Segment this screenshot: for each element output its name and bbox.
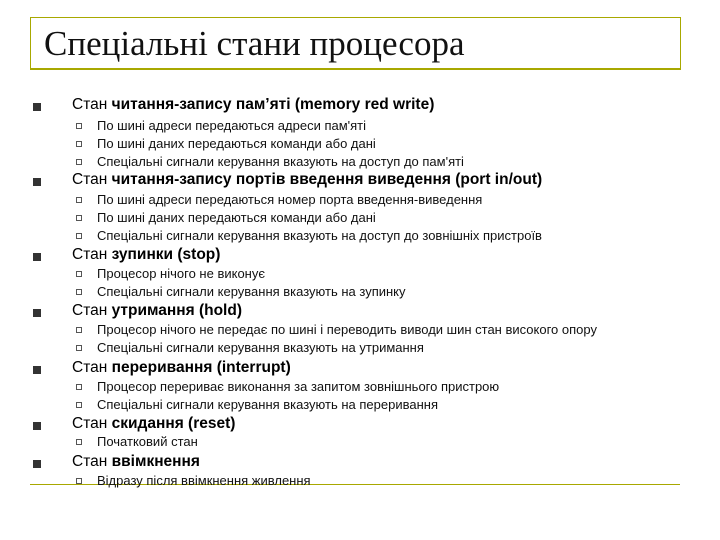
sub-item: Процесор нічого не виконує — [97, 266, 265, 281]
sub-item: Процесор перериває виконання за запитом зовнішнього пристрою — [97, 379, 500, 394]
sub-bullet-icon — [76, 215, 82, 221]
sub-item: Процесор нічого не передає по шині і переводить виводи шин стан високого опору — [97, 322, 597, 337]
sub-item: Спеціальні сигнали керування вказують на доступ до пам'яті — [97, 154, 464, 169]
state-prefix: Стан — [72, 246, 112, 263]
sub-bullet-icon — [76, 271, 82, 277]
state-prefix: Стан — [72, 302, 112, 319]
state-prefix: Стан — [72, 359, 112, 376]
state-item-7 — [72, 453, 200, 471]
sub-item: Спеціальні сигнали керування вказують на доступ до зовнішніх пристроїв — [97, 228, 542, 243]
sub-item: Спеціальні сигнали керування вказують на утримання — [97, 340, 424, 355]
sub-bullet-icon — [76, 327, 82, 333]
main-bullet-icon — [33, 309, 41, 317]
main-bullet-icon — [33, 422, 41, 430]
state-prefix: Стан — [72, 171, 112, 188]
state-item-4 — [72, 302, 242, 320]
state-prefix: Стан — [72, 415, 112, 432]
sub-bullet-icon — [76, 289, 82, 295]
state-name: ввімкнення — [111, 453, 200, 470]
sub-item: По шині адреси передаються номер порта введення-виведення — [97, 192, 483, 207]
state-name: читання-запису портів введення виведення (port in/out) — [111, 171, 543, 188]
state-name: переривання (interrupt) — [111, 359, 291, 376]
sub-item: Спеціальні сигнали керування вказують на зупинку — [97, 284, 406, 299]
sub-bullet-icon — [76, 402, 82, 408]
main-bullet-icon — [33, 253, 41, 261]
main-bullet-icon — [33, 460, 41, 468]
sub-item: Спеціальні сигнали керування вказують на переривання — [97, 397, 438, 412]
sub-bullet-icon — [76, 159, 82, 165]
main-bullet-icon — [33, 178, 41, 186]
state-item-5 — [72, 359, 291, 377]
sub-bullet-icon — [76, 384, 82, 390]
state-prefix: Стан — [72, 96, 112, 113]
sub-bullet-icon — [76, 197, 82, 203]
main-bullet-icon — [33, 103, 41, 111]
sub-bullet-icon — [76, 141, 82, 147]
main-bullet-icon — [33, 366, 41, 374]
state-name: читання-запису пам’яті (memory red write) — [111, 96, 435, 113]
sub-item: Відразу після ввімкнення живлення — [97, 473, 311, 488]
slide-title: Спеціальні стани процесора — [44, 24, 465, 63]
state-name: скидання (reset) — [111, 415, 236, 432]
sub-bullet-icon — [76, 345, 82, 351]
sub-bullet-icon — [76, 123, 82, 129]
state-item-2 — [72, 171, 542, 189]
sub-bullet-icon — [76, 233, 82, 239]
sub-item: По шині даних передаються команди або дані — [97, 210, 376, 225]
sub-item: По шині адреси передаються адреси пам'яті — [97, 118, 367, 133]
sub-bullet-icon — [76, 439, 82, 445]
state-item-6 — [72, 415, 235, 433]
state-item-3 — [72, 246, 220, 264]
state-prefix: Стан — [72, 453, 112, 470]
sub-item: Початковий стан — [97, 434, 198, 449]
sub-item: По шині даних передаються команди або дані — [97, 136, 376, 151]
sub-bullet-icon — [76, 478, 82, 484]
state-item-1 — [72, 96, 434, 114]
state-name: утримання (hold) — [111, 302, 242, 319]
state-name: зупинки (stop) — [111, 246, 221, 263]
